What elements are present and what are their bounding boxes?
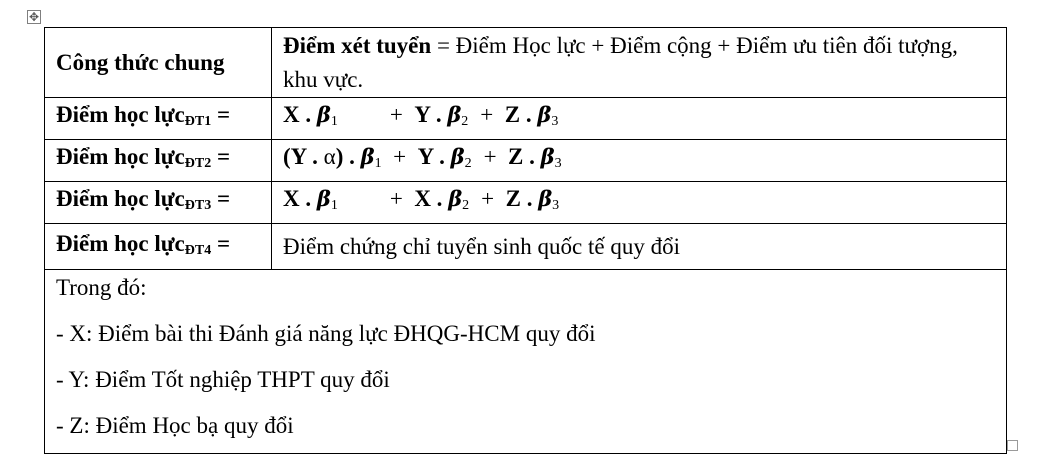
formula-label-cell: Công thức chung [45,28,272,98]
admission-formula-table [44,27,1007,454]
formula-bold-term: Điểm xét tuyển [283,32,432,58]
table-row-dt2 [45,140,1007,182]
notes-heading: Trong đó: [56,275,147,300]
dt3-expression-cell: X . β1 + X . β2 + Z . β3 [272,182,1007,224]
table-resize-handle-icon[interactable] [1007,440,1018,451]
formula-rest-text: = Điểm Học lực + Điểm cộng + Điểm ưu tiên đối tượng, khu vực. [283,32,958,92]
table-row-formula [45,28,1007,98]
table-move-handle-icon[interactable]: ✥ [28,10,40,24]
dt3-label-cell: Điểm học lực$_{ĐT3}$ = [45,182,272,224]
formula-definition-cell [272,28,1007,98]
note-item-x: - X: Điểm bài thi Đánh giá năng lực ĐHQG-HCM quy đổi [56,321,596,346]
dt2-label-cell: Điểm học lực$_{ĐT2}$ = [45,140,272,182]
dt2-expression-cell: (Y . α) . β1 + Y . β2 + Z . β3 [272,140,1007,182]
note-item-y: - Y: Điểm Tốt nghiệp THPT quy đổi [56,367,390,392]
dt1-label-cell: Điểm học lực$_{ĐT1}$ = [45,98,272,140]
notes-cell [45,270,1007,454]
table-row-dt4 [45,224,1007,270]
dt1-expression-cell: X . β1 + Y . β2 + Z . β3 [272,98,1007,140]
table-row-notes [45,270,1007,454]
table-row-dt1 [45,98,1007,140]
note-item-z: - Z: Điểm Học bạ quy đổi [56,413,294,438]
dt4-description-cell: Điểm chứng chỉ tuyển sinh quốc tế quy đổi [272,224,1007,270]
dt4-label-cell: Điểm học lực$_{ĐT4}$ = [45,224,272,270]
table-row-dt3 [45,182,1007,224]
